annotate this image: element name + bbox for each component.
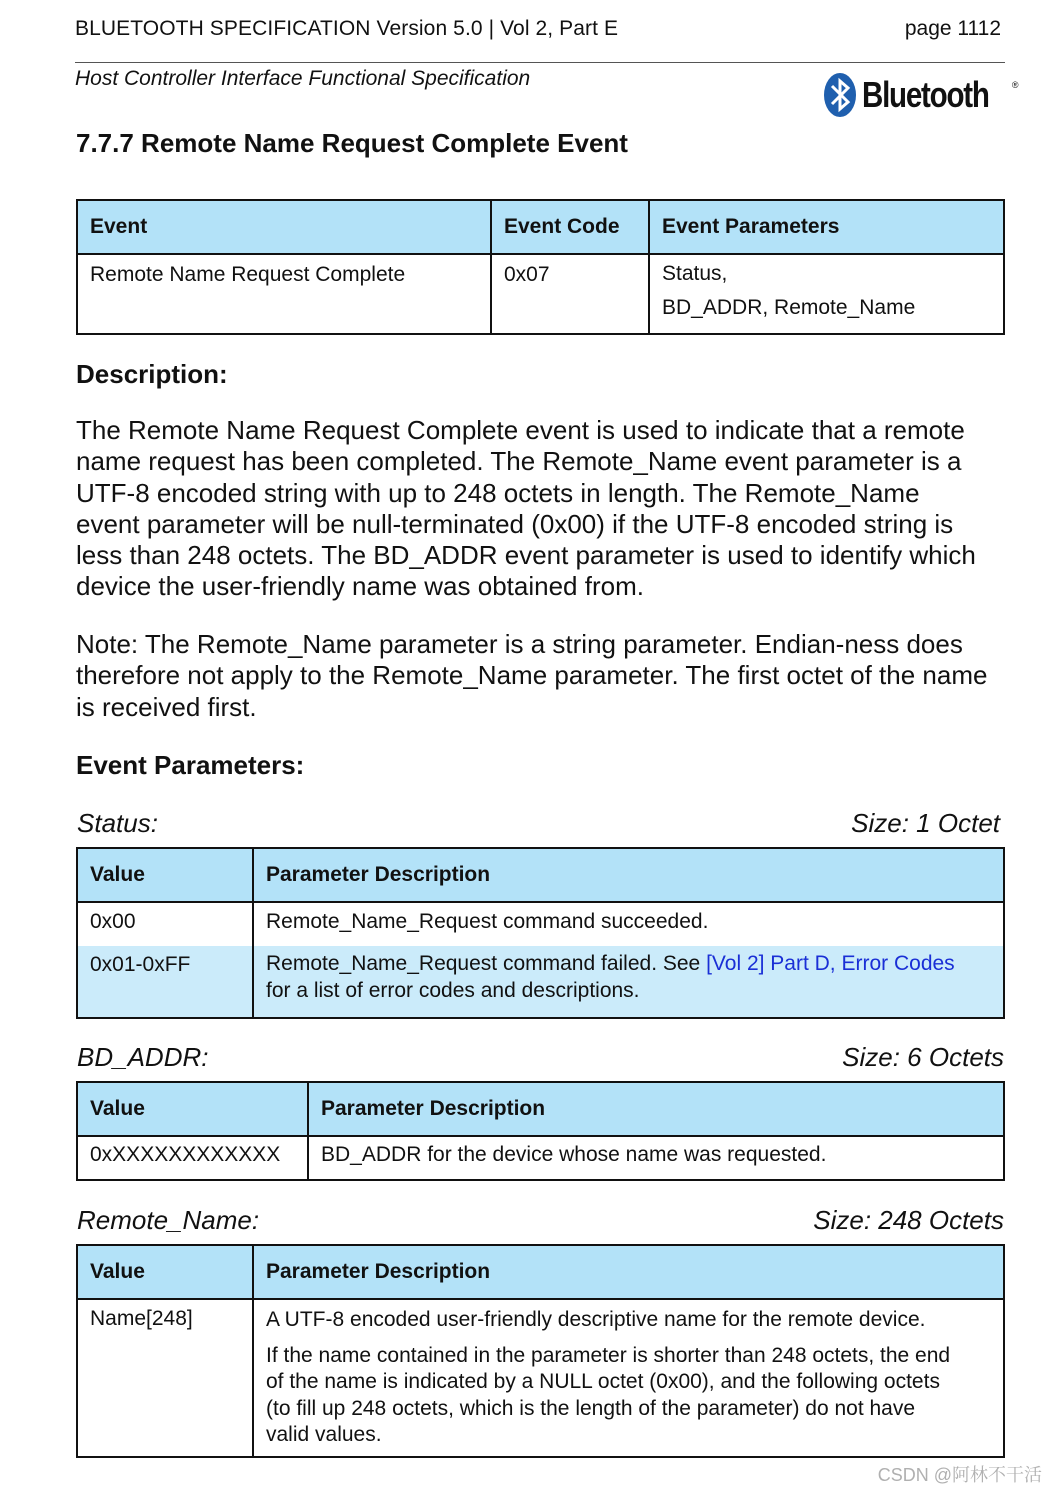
description-cell: BD_ADDR for the device whose name was requested. [308,1136,1004,1180]
col-header-parameter-description: Parameter Description [253,1245,1004,1299]
description-text: A UTF-8 encoded user-friendly descriptive name for the remote device. [266,1308,926,1331]
status-param-size: Size: 1 Octet [851,808,1000,838]
error-codes-link[interactable]: [Vol 2] Part D, Error Codes [706,952,955,975]
logo-wordmark: Bluetooth [862,74,989,115]
table-row [77,902,1004,946]
col-header-value: Value [77,1245,253,1299]
col-header-value: Value [77,1082,308,1136]
event-params-line2: BD_ADDR, Remote_Name [662,296,916,319]
remote-name-param-name: Remote_Name: [77,1205,260,1235]
event-params-cell [649,254,1004,334]
remote-name-table [76,1244,1005,1458]
value-cell: 0x00 [77,902,253,946]
table-row [77,946,1004,1018]
page-number: page 1112 [904,17,1001,40]
description-cell [253,946,1004,1018]
registered-mark: ® [1011,80,1019,90]
bd-addr-param-name: BD_ADDR: [77,1042,209,1072]
status-param-name: Status: [77,808,158,838]
text-line: is received first. [76,691,257,722]
spec-title: BLUETOOTH SPECIFICATION Version 5.0 | Vol 2, Part E [75,17,619,40]
bd-addr-table [76,1081,1005,1181]
col-header-event-parameters: Event Parameters [649,200,1004,254]
text-line: Note: The Remote_Name parameter is a string parameter. Endian-ness does [76,629,963,659]
text-line: If the name contained in the parameter is shorter than 248 octets, the end [266,1343,951,1367]
event-name-cell: Remote Name Request Complete [77,254,491,334]
col-header-event-code: Event Code [491,200,649,254]
section-title: 7.7.7 Remote Name Request Complete Event [76,128,628,158]
value-cell: Name[248] [77,1299,253,1457]
text-line: device the user-friendly name was obtained from. [76,571,644,602]
event-code-cell: 0x07 [491,254,649,334]
status-table [76,847,1005,1019]
text-line: therefore not apply to the Remote_Name parameter. The first octet of the name [76,660,988,691]
event-parameters-heading: Event Parameters: [76,750,305,780]
text-line: less than 248 octets. The BD_ADDR event parameter is used to identify which [76,540,976,571]
description-cell [253,1299,1004,1457]
bd-addr-param-size: Size: 6 Octets [842,1042,1004,1072]
event-params-line1: Status, [662,262,728,285]
watermark: CSDN @阿林不干活 [877,1465,1042,1485]
text-line: UTF-8 encoded string with up to 248 octets in length. The Remote_Name [76,477,920,508]
text-line: (to fill up 248 octets, which is the length of the parameter) do not have [266,1396,916,1420]
spec-subtitle: Host Controller Interface Functional Specification [75,67,531,90]
value-cell: 0xXXXXXXXXXXXX [77,1136,308,1180]
table-row [77,1136,1004,1180]
value-cell: 0x01-0xFF [77,946,253,1018]
col-header-parameter-description: Parameter Description [308,1082,1004,1136]
remote-name-param-size: Size: 248 Octets [813,1205,1004,1235]
description-cell: Remote_Name_Request command succeeded. [253,902,1004,946]
event-summary-table [76,199,1005,335]
description-text: Remote_Name_Request command failed. See [266,952,707,975]
text-line: of the name is indicated by a NULL octet (0x00), and the following octets [266,1370,940,1393]
col-header-parameter-description: Parameter Description [253,848,1004,902]
text-line: event parameter will be null-terminated (0x00) if the UTF-8 encoded string is [76,508,954,539]
description-text: for a list of error codes and descriptions. [266,979,640,1002]
text-line: name request has been completed. The Remote_Name event parameter is a [76,446,962,477]
description-heading: Description: [76,359,228,389]
bluetooth-rune-icon [822,71,858,119]
description-paragraph [76,415,1011,603]
text-line: The Remote Name Request Complete event is used to indicate that a remote [76,415,965,445]
text-line: valid values. [266,1423,382,1446]
col-header-value: Value [77,848,253,902]
note-paragraph [76,629,1011,723]
bluetooth-logo [822,70,1019,120]
col-header-event: Event [77,200,491,254]
table-row [77,1299,1004,1457]
header-divider [75,62,1005,63]
